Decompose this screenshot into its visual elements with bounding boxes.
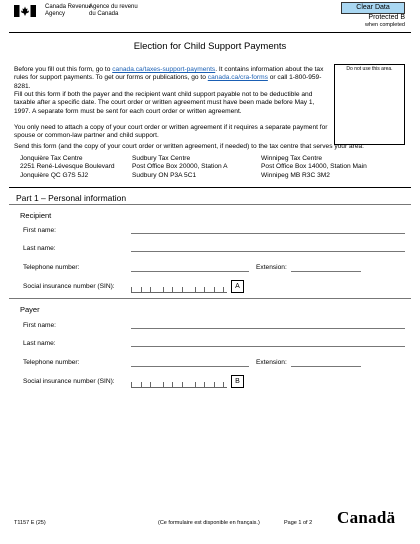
payer-heading: Payer	[20, 305, 40, 314]
canada-flag-icon	[14, 5, 36, 17]
payer-extension-field[interactable]	[291, 366, 361, 367]
recipient-divider	[9, 298, 411, 299]
recipient-telephone-field[interactable]	[131, 271, 249, 272]
clear-data-button[interactable]: Clear Data	[341, 2, 405, 14]
payer-sin-field[interactable]	[131, 376, 227, 388]
department-name-en: Canada Revenue Agency	[45, 4, 92, 17]
form-id: T1157 E (25)	[14, 520, 46, 526]
recipient-last-name-label: Last name:	[23, 245, 56, 252]
recipient-sin-label: Social insurance number (SIN):	[23, 283, 115, 290]
payer-sin-label: Social insurance number (SIN):	[23, 378, 115, 385]
recipient-extension-field[interactable]	[291, 271, 361, 272]
recipient-first-name-field[interactable]	[131, 233, 405, 234]
recipient-sin-field[interactable]	[131, 281, 227, 293]
intro-paragraph-1: Before you fill out this form, go to canada.ca/taxes-support-payments. It contains information about the tax rules for support payments. To get our forms or publications, go to canada.ca/cra-forms or call 1-800-959-8281.	[14, 66, 324, 90]
payer-extension-label: Extension:	[256, 359, 287, 366]
cra-forms-link[interactable]: canada.ca/cra-forms	[207, 74, 268, 82]
header-divider	[9, 32, 411, 33]
form-title: Election for Child Support Payments	[133, 41, 287, 52]
intro-paragraph-2: Fill out this form if both the payer and the recipient want child support payable not to be deductible and taxable after a specific date. The court order or written agreement must have been made before May 1, 1997. A separate form must be sent for each court order or written agreement.	[14, 91, 315, 115]
payer-first-name-label: First name:	[23, 322, 56, 329]
payer-last-name-field[interactable]	[131, 346, 405, 347]
canada-wordmark: Canadä	[337, 508, 396, 527]
payer-telephone-field[interactable]	[131, 366, 249, 367]
payer-telephone-label: Telephone number:	[23, 359, 80, 366]
french-availability-note: (Ce formulaire est disponible en français.)	[158, 520, 260, 526]
tax-centre-winnipeg: Winnipeg Tax Centre Post Office Box 14000, Station Main Winnipeg MB R3C 3M2	[261, 155, 367, 179]
tax-centre-jonquiere: Jonquière Tax Centre 2251 René-Lévesque Boulevard Jonquière QC G7S 5J2	[20, 155, 115, 179]
protected-status: Protected B when completed	[364, 14, 405, 28]
send-instructions: Send this form (and the copy of your court order or written agreement, if needed) to the tax centre that serves your area:	[14, 143, 365, 150]
recipient-last-name-field[interactable]	[131, 251, 405, 252]
recipient-extension-label: Extension:	[256, 264, 287, 271]
recipient-telephone-label: Telephone number:	[23, 264, 80, 271]
payer-first-name-field[interactable]	[131, 328, 405, 329]
do-not-use-area: Do not use this area.	[334, 64, 405, 145]
payer-last-name-label: Last name:	[23, 340, 56, 347]
page-number: Page 1 of 2	[284, 520, 313, 526]
taxes-support-payments-link[interactable]: canada.ca/taxes-support-payments	[112, 66, 216, 73]
recipient-heading: Recipient	[20, 211, 52, 220]
tax-centre-sudbury: Sudbury Tax Centre Post Office Box 20000, Station A Sudbury ON P3A 5C1	[132, 155, 228, 179]
section-divider	[9, 187, 411, 188]
department-name-fr: Agence du revenu du Canada	[89, 4, 138, 17]
intro-paragraph-3: You only need to attach a copy of your court order or written agreement if it requires a separate payment for spouse or common-law partner and child support.	[14, 124, 328, 140]
payer-sin-box-b: B	[231, 375, 244, 388]
recipient-sin-box-a: A	[231, 280, 244, 293]
part-1-title: Part 1 – Personal information	[16, 193, 127, 203]
recipient-first-name-label: First name:	[23, 227, 56, 234]
part-1-divider	[9, 204, 411, 205]
